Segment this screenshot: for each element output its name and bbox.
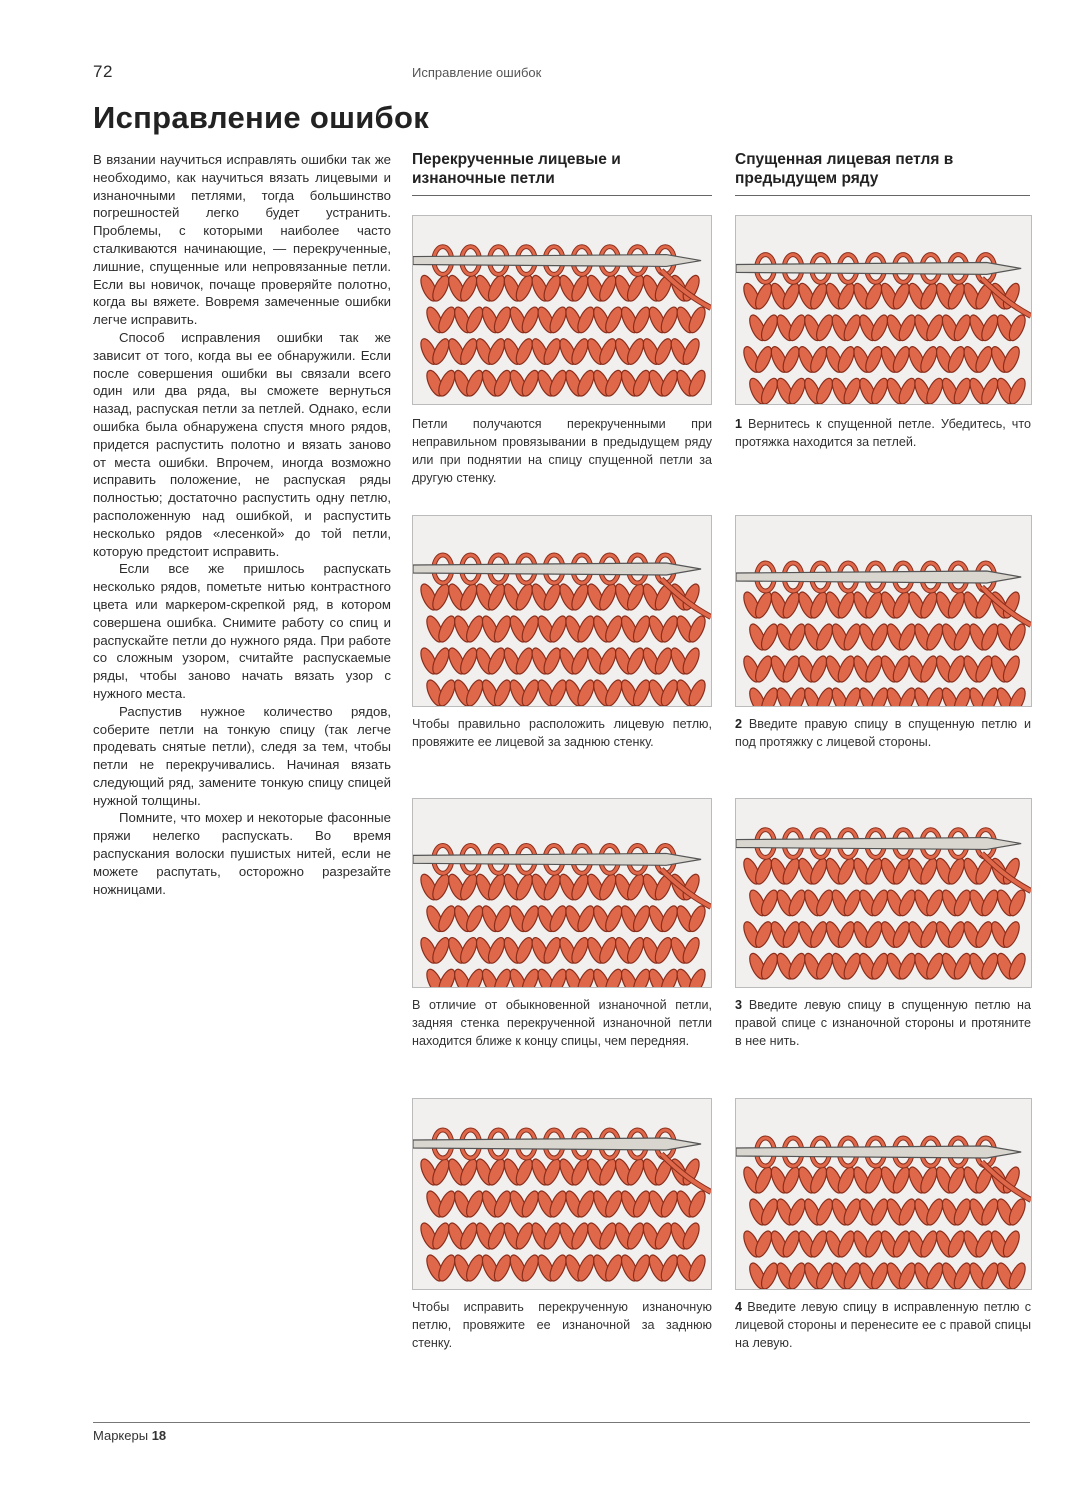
step-text: Введите правую спицу в спущенную петлю и под протяжку с лицевой стороны.: [735, 717, 1031, 749]
twisted-purl-illustration: [412, 798, 712, 988]
page-title: Исправление ошибок: [93, 100, 430, 135]
figure-caption: Чтобы правильно расположить лицевую петлю, провяжите ее лицевой за заднюю стенку.: [412, 717, 712, 749]
knitting-illustration-icon: [413, 516, 711, 706]
step-2-illustration: [735, 515, 1032, 707]
footer-rule: [93, 1422, 1030, 1423]
figure-caption: Чтобы исправить перекрученную изнаночную петлю, провяжите ее изнаночной за заднюю стенку.: [412, 1300, 712, 1350]
knitting-illustration-icon: [736, 516, 1031, 706]
step-number: 3: [735, 998, 743, 1012]
step-1-illustration: [735, 215, 1032, 405]
footer-label: Маркеры: [93, 1428, 149, 1443]
figure-caption: В отличие от обыкновенной изнаночной петли, задняя стенка перекрученной изнаночной петли находится ближе к концу спицы, чем передняя.: [412, 998, 712, 1048]
intro-paragraph: Способ исправления ошибки так же зависит от того, когда вы ее обнаружили. Если после совершения ошибки вы связали всего один или два ряда, вы сможете вернуться назад, распуская петли за петлей. Однако, если ошибка была обнаружена спустя много рядов, придется распустить полотно и вязать заново от места ошибки. Впрочем, иногда возможно исправить положение, не распуская ряды полностью; достаточно распустить одну петлю, расположенную над ошибкой, и распустить несколько рядов «лесенкой» до той петли, которую предстоит исправить.: [93, 329, 391, 559]
step-text: Вернитесь к спущенной петле. Убедитесь, что протяжка находится за петлей.: [735, 417, 1031, 449]
left-column-rule: [412, 195, 712, 196]
step-number: 4: [735, 1300, 743, 1314]
knitting-illustration-icon: [736, 799, 1031, 987]
footer-page-ref: 18: [151, 1428, 167, 1443]
intro-paragraph: Помните, что мохер и некоторые фасонные пряжи нелегко распускать. Во время распускания волоски пушистых нитей, если не можете распутать, осторожно разрезайте ножницами.: [93, 810, 391, 897]
twisted-stitch-illustration: [412, 215, 712, 405]
step-text: Введите левую спицу в исправленную петлю с лицевой стороны и перенесите ее с правой спицы на левую.: [735, 1300, 1031, 1350]
step-text: Введите левую спицу в спущенную петлю на правой спице с изнаночной стороны и протяните в нее нить.: [735, 998, 1032, 1048]
right-column-rule: [735, 195, 1030, 196]
page-number: 72: [93, 62, 113, 81]
running-header: Исправление ошибок: [412, 65, 542, 80]
step-number: 1: [735, 417, 743, 431]
step-3-illustration: [735, 798, 1032, 988]
intro-text: [93, 151, 391, 898]
twisted-purl-fix-illustration: [412, 1098, 712, 1290]
knitting-illustration-icon: [736, 1099, 1031, 1289]
intro-paragraph: Распустив нужное количество рядов, соберите петли на тонкую спицу (так легче продевать снятые петли), следя за тем, чтобы петли не перекручивались. Начиная вязать следующий ряд, замените тонкую спицу спицей нужной толщины.: [93, 703, 391, 808]
knitting-illustration-icon: [413, 216, 711, 404]
figure-caption: Петли получаются перекрученными при неправильном провязывании в предыдущем ряду или при поднятии на спицу спущенной петли за другую стенку.: [412, 417, 712, 485]
right-column-heading: Спущенная лицевая петля в предыдущем ряду: [735, 151, 954, 187]
knitting-illustration-icon: [736, 216, 1031, 404]
step-caption: [735, 715, 1031, 751]
knitting-illustration-icon: [413, 1099, 711, 1289]
intro-paragraph: В вязании научиться исправлять ошибки так же необходимо, как научиться вязать лицевыми и изнаночными петлями, тогда большинство погрешностей легко будет устранить. Проблемы, с которыми наиболее часто сталкиваются начинающие, — перекрученные, лишние, спущенные или непровязанные петли. Если вы новичок, почаще проверяйте полотно, когда вы вяжете. Вовремя замеченные ошибки легче исправить.: [93, 152, 391, 328]
intro-paragraph: Если все же пришлось распускать несколько рядов, пометьте нитью контрастного цвета или маркером-скрепкой ряд, в котором совершена ошибка. Снимите работу со спиц и распускайте петли до нужного ряда. При работе со сложным узором, считайте распускаемые ряды, чтобы заново начать вязать узор с нужного места.: [93, 561, 391, 701]
step-number: 2: [735, 717, 743, 731]
twisted-knit-fix-illustration: [412, 515, 712, 707]
step-caption: [735, 1298, 1031, 1352]
step-caption: [735, 996, 1031, 1050]
left-column-heading: Перекрученные лицевые и изнаночные петли: [412, 151, 621, 187]
step-4-illustration: [735, 1098, 1032, 1290]
step-caption: [735, 415, 1031, 451]
knitting-illustration-icon: [413, 799, 711, 987]
footer-reference[interactable]: [93, 1428, 166, 1443]
